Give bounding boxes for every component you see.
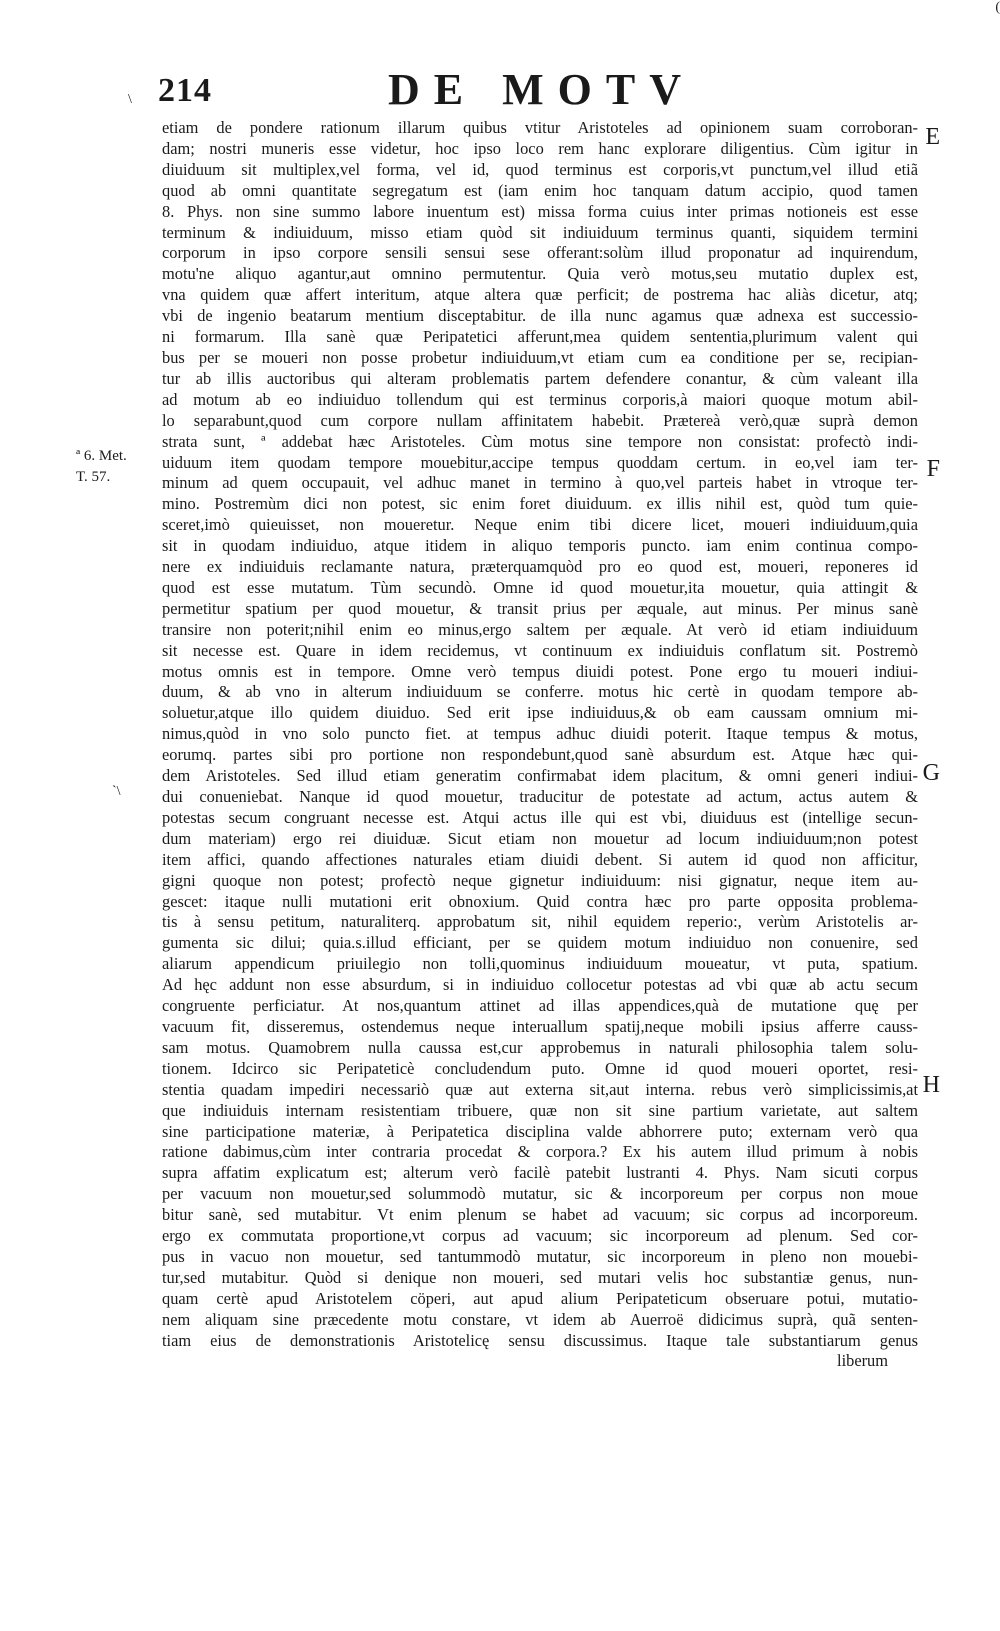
text-line: gumenta sic dilui; quia.s.illud efficiant, per se quidem motum indiuiduo non conuenire, sed	[162, 933, 918, 953]
text-line: sam motus. Quamobrem nulla caussa est,cur approbemus in naturali philosophia talem solu-	[162, 1037, 918, 1057]
text-line: etiam de pondere rationum illarum quibus vtitur Aristoteles ad opinionem suam corroboran-	[162, 118, 918, 137]
text-line: bitur sanè, sed mutabitur. Vt enim plenum se habet ad vacuum; sic corpus ad incorporeum.	[162, 1205, 918, 1225]
text-line: tis à sensu petitum, naturaliterq. approbatum sit, nihil equidem reperio:, verùm Aristotelis ar-	[162, 912, 918, 932]
margin-note-line-1: ª 6. Met.	[76, 448, 127, 464]
text-line: dam; nostri muneris esse videtur, hoc ipso loco rem hanc explorare diligentius. Cùm igitur in	[162, 138, 918, 158]
text-line: motu'ne aliquo agantur,aut omnino permutentur. Quia verò motus,seu mutatio duplex est,	[162, 264, 918, 284]
text-line: dum materiam) ergo rei diuiduæ. Sicut etiam non mouetur ad locum indiuiduum;non potest	[162, 828, 918, 848]
text-line: vbi de ingenio beatarum mentium disceptabitur. de illa nunc agamus quæ adnexa est successio-	[162, 306, 918, 326]
text-line: corporum in ipso corpore sensili sensui sese offerant:solùm illud proponatur ad inquirendum,	[162, 243, 918, 263]
body-text	[162, 118, 918, 1372]
text-line: tur,sed mutabitur. Quòd si denique non moueri, sed mutari velis hoc substantiæ genus, nun-	[162, 1267, 918, 1287]
text-line: sit in quodam indiuiduo, atque itidem in aliquo temporis puncto. iam enim continua compo-	[162, 536, 918, 556]
edge-mark: (	[995, 0, 1000, 15]
text-line: permetitur spatium per quod mouetur, & transit prius per æquale, aut minus. Per minus sanè	[162, 598, 918, 618]
text-line: motus omnis est in tempore. Omne verò tempus diuidi potest. Pone ergo tu moueri indiui-	[162, 661, 918, 681]
text-line: stentia quadam impediri necessariò quæ aut externa sit,aut interna. rebus verò simplicissimis,at	[162, 1079, 918, 1099]
text-line: dui conueniebat. Nanque id quod mouetur, traducitur de potestate ad actum, actus autem &	[162, 787, 918, 806]
text-line: gigni quoque non potest; profectò neque gignetur indiuiduum: nisi gignatur, neque item au-	[162, 870, 918, 890]
text-line: ni formarum. Illa sanè quæ Peripatetici afferunt,mea quidem sententia,plurimum valent qui	[162, 327, 918, 347]
text-line: potestas secum congruant necesse est. Atqui actus ille qui est vbi, diuiduus est (intellige secun-	[162, 807, 918, 827]
margin-letter-e: E	[925, 124, 940, 150]
text-line: nem aliquam sine præcedente motu constare, vt idem ab Auerroë didicimus suprà, quã senten-	[162, 1309, 918, 1329]
text-line: vna quidem quæ affert interitum, atque altera quæ perficit; de postrema hac aliàs dicetur, atq;	[162, 285, 918, 305]
text-line: bus per se moueri non posse probetur indiuiduum,vt etiam cum ea conditione per se, recipian-	[162, 347, 918, 367]
margin-letter-f: F	[926, 456, 940, 482]
text-line: ad motum ab eo indiuiduo tollendum qui est terminus corporis,à maiori quoque motum abil-	[162, 389, 918, 409]
text-line: sceret,imò quieuisset, non moueretur. Neque enim tibi dicere licet, moueri indiuiduum,quia	[162, 515, 918, 535]
text-line: minum ad quem occupauit, vel adhuc manet in termino à quo,vel parteis habet in vtroque ter-	[162, 473, 918, 493]
text-line: sit necesse est. Quare in idem recidemus, vt continuum ex indiuiduis conflatum sit. Postremò	[162, 640, 918, 660]
margin-note	[76, 446, 127, 488]
text-line: tiam eius de demonstrationis Aristotelicę sensu discussimus. Itaque tale substantiarum genus	[162, 1330, 918, 1350]
text-line: quod ab omni quantitate segregatum est (iam enim hoc tanquam datum accipio, quod tamen	[162, 180, 918, 200]
text-line: mino. Postremùm dici non potest, sic enim foret diuiduum. ex illis nihil est, quòd tum quie-	[162, 494, 918, 514]
text-line: soluetur,atque illo quidem diuiduo. Sed erit ipse indiuiduus,& ob eam caussam omnium mi-	[162, 703, 918, 723]
margin-letter-h: H	[922, 1072, 940, 1098]
text-line: quod est esse mutatum. Tùm secundò. Omne id quod mouetur,ita mouetur, quia attingit &	[162, 577, 918, 597]
text-line: lo separabunt,quod cum corpore nullam affinitatem habebit. Prætereà verò,quæ suprà demon	[162, 410, 918, 430]
margin-tick: \	[128, 92, 132, 107]
margin-letter-g: G	[922, 760, 940, 786]
text-line: nimus,quòd in vno solo puncto fiet. at tempus adhuc diuidi poterit. Itaque tempus & motus,	[162, 724, 918, 744]
text-line: terminum & indiuiduum, misso etiam quòd sit indiuiduum terminus quanti, siquidem termini	[162, 222, 918, 242]
text-line: uiduum item quodam tempore mouebitur,accipe tempus quoddam certum. in eo,vel iam ter-	[162, 452, 918, 472]
text-line: quam certè apud Aristotelem cöperi, aut apud alium Peripateticum obseruare potui, mutatio-	[162, 1288, 918, 1308]
text-line: supra affatim explicatum est; alterum verò facilè patebit lustranti 4. Phys. Nam sicuti corpus	[162, 1163, 918, 1183]
text-line: strata sunt, ª addebat hæc Aristoteles. Cùm motus sine tempore non consistat: profectò indi-	[162, 431, 918, 451]
text-line: eorumq. partes sibi pro portione non respondebunt,quod sanè absurdum est. Atque hæc qui-	[162, 745, 918, 765]
text-line: duum, & ab vno in alterum indiuiduum se conferre. motus hic certè in quodam tempore ab-	[162, 682, 918, 702]
text-line: Ad hęc addunt non esse absurdum, si in indiuiduo collocetur potestas ad vbi quæ ab actu secum	[162, 975, 918, 995]
running-head: DE MOTV	[388, 65, 695, 114]
text-line: vacuum fit, disseremus, ostendemus neque interuallum spatij,neque mobili ipsius afferre causs-	[162, 1016, 918, 1036]
text-line: dem Aristoteles. Sed illud etiam generatim confirmabat idem placitum, & omni generi indiui-	[162, 766, 918, 786]
text-line: nere ex indiuiduis reclamante natura, præterquamquòd pro eo quod est, moueri, reponeres id	[162, 557, 918, 577]
text-line: diuiduum sit multiplex,vel forma, vel id, quod terminus est corporis,vt punctum,vel illud etiã	[162, 159, 918, 179]
text-line: aliarum appendicum priuilegio non tolli,quominus indiuiduum moueatur, vt puta, spatium.	[162, 954, 918, 974]
text-line: gescet: itaque nulli mutationi erit obnoxium. Quid contra hæc pro parte opposita problema-	[162, 891, 918, 911]
text-line: tur ab illis auctoribus qui alteram problematis partem defendere conantur, & cùm valeant illa	[162, 368, 918, 388]
text-line: liberum	[837, 1351, 888, 1371]
text-line: congruente perficiatur. At nos,quantum attinet ad illas appendices,quà de mutatione quę per	[162, 996, 918, 1016]
text-line: item affici, quando affectiones naturales etiam diuidi debent. Si autem id quod non afficitur,	[162, 849, 918, 869]
text-line: ergo ex commutata proportione,vt corpus ad vacuum; sic incorporeum ad plenum. Sed cor-	[162, 1226, 918, 1246]
text-line: sine participatione materiæ, à Peripatetica disciplina valde abhorrere puto; externam verò qua	[162, 1121, 918, 1141]
text-line: per vacuum non mouetur,sed solummodò mutatur, sic & incorporeum per corpus non moue	[162, 1184, 918, 1204]
margin-note-line-2: T. 57.	[76, 469, 111, 485]
text-line: 8. Phys. non sine summo labore inuentum est) missa forma cuius inter primas notioneis est esse	[162, 201, 918, 221]
page-number: 214	[158, 72, 212, 109]
margin-tick-lower: `\	[112, 784, 121, 799]
text-line: tionem. Idcirco sic Peripateticè concludendum puto. Omne id quod moueri oportet, resi-	[162, 1058, 918, 1078]
text-line: que indiuiduis internam resistentiam tribuere, quæ non sit sine partium varietate, aut saltem	[162, 1100, 918, 1120]
text-line: ratione dabimus,cùm inter contraria procedat & corpora.? Ex his autem illud primum à nobis	[162, 1142, 918, 1162]
text-line: transire non poterit;nihil enim eo minus,ergo saltem per æquale. At verò id etiam indiuiduum	[162, 619, 918, 639]
text-line: pus in vacuo non mouetur, sed tantummodò mutatur, sic incorporeum in pleno non mouebi-	[162, 1246, 918, 1266]
